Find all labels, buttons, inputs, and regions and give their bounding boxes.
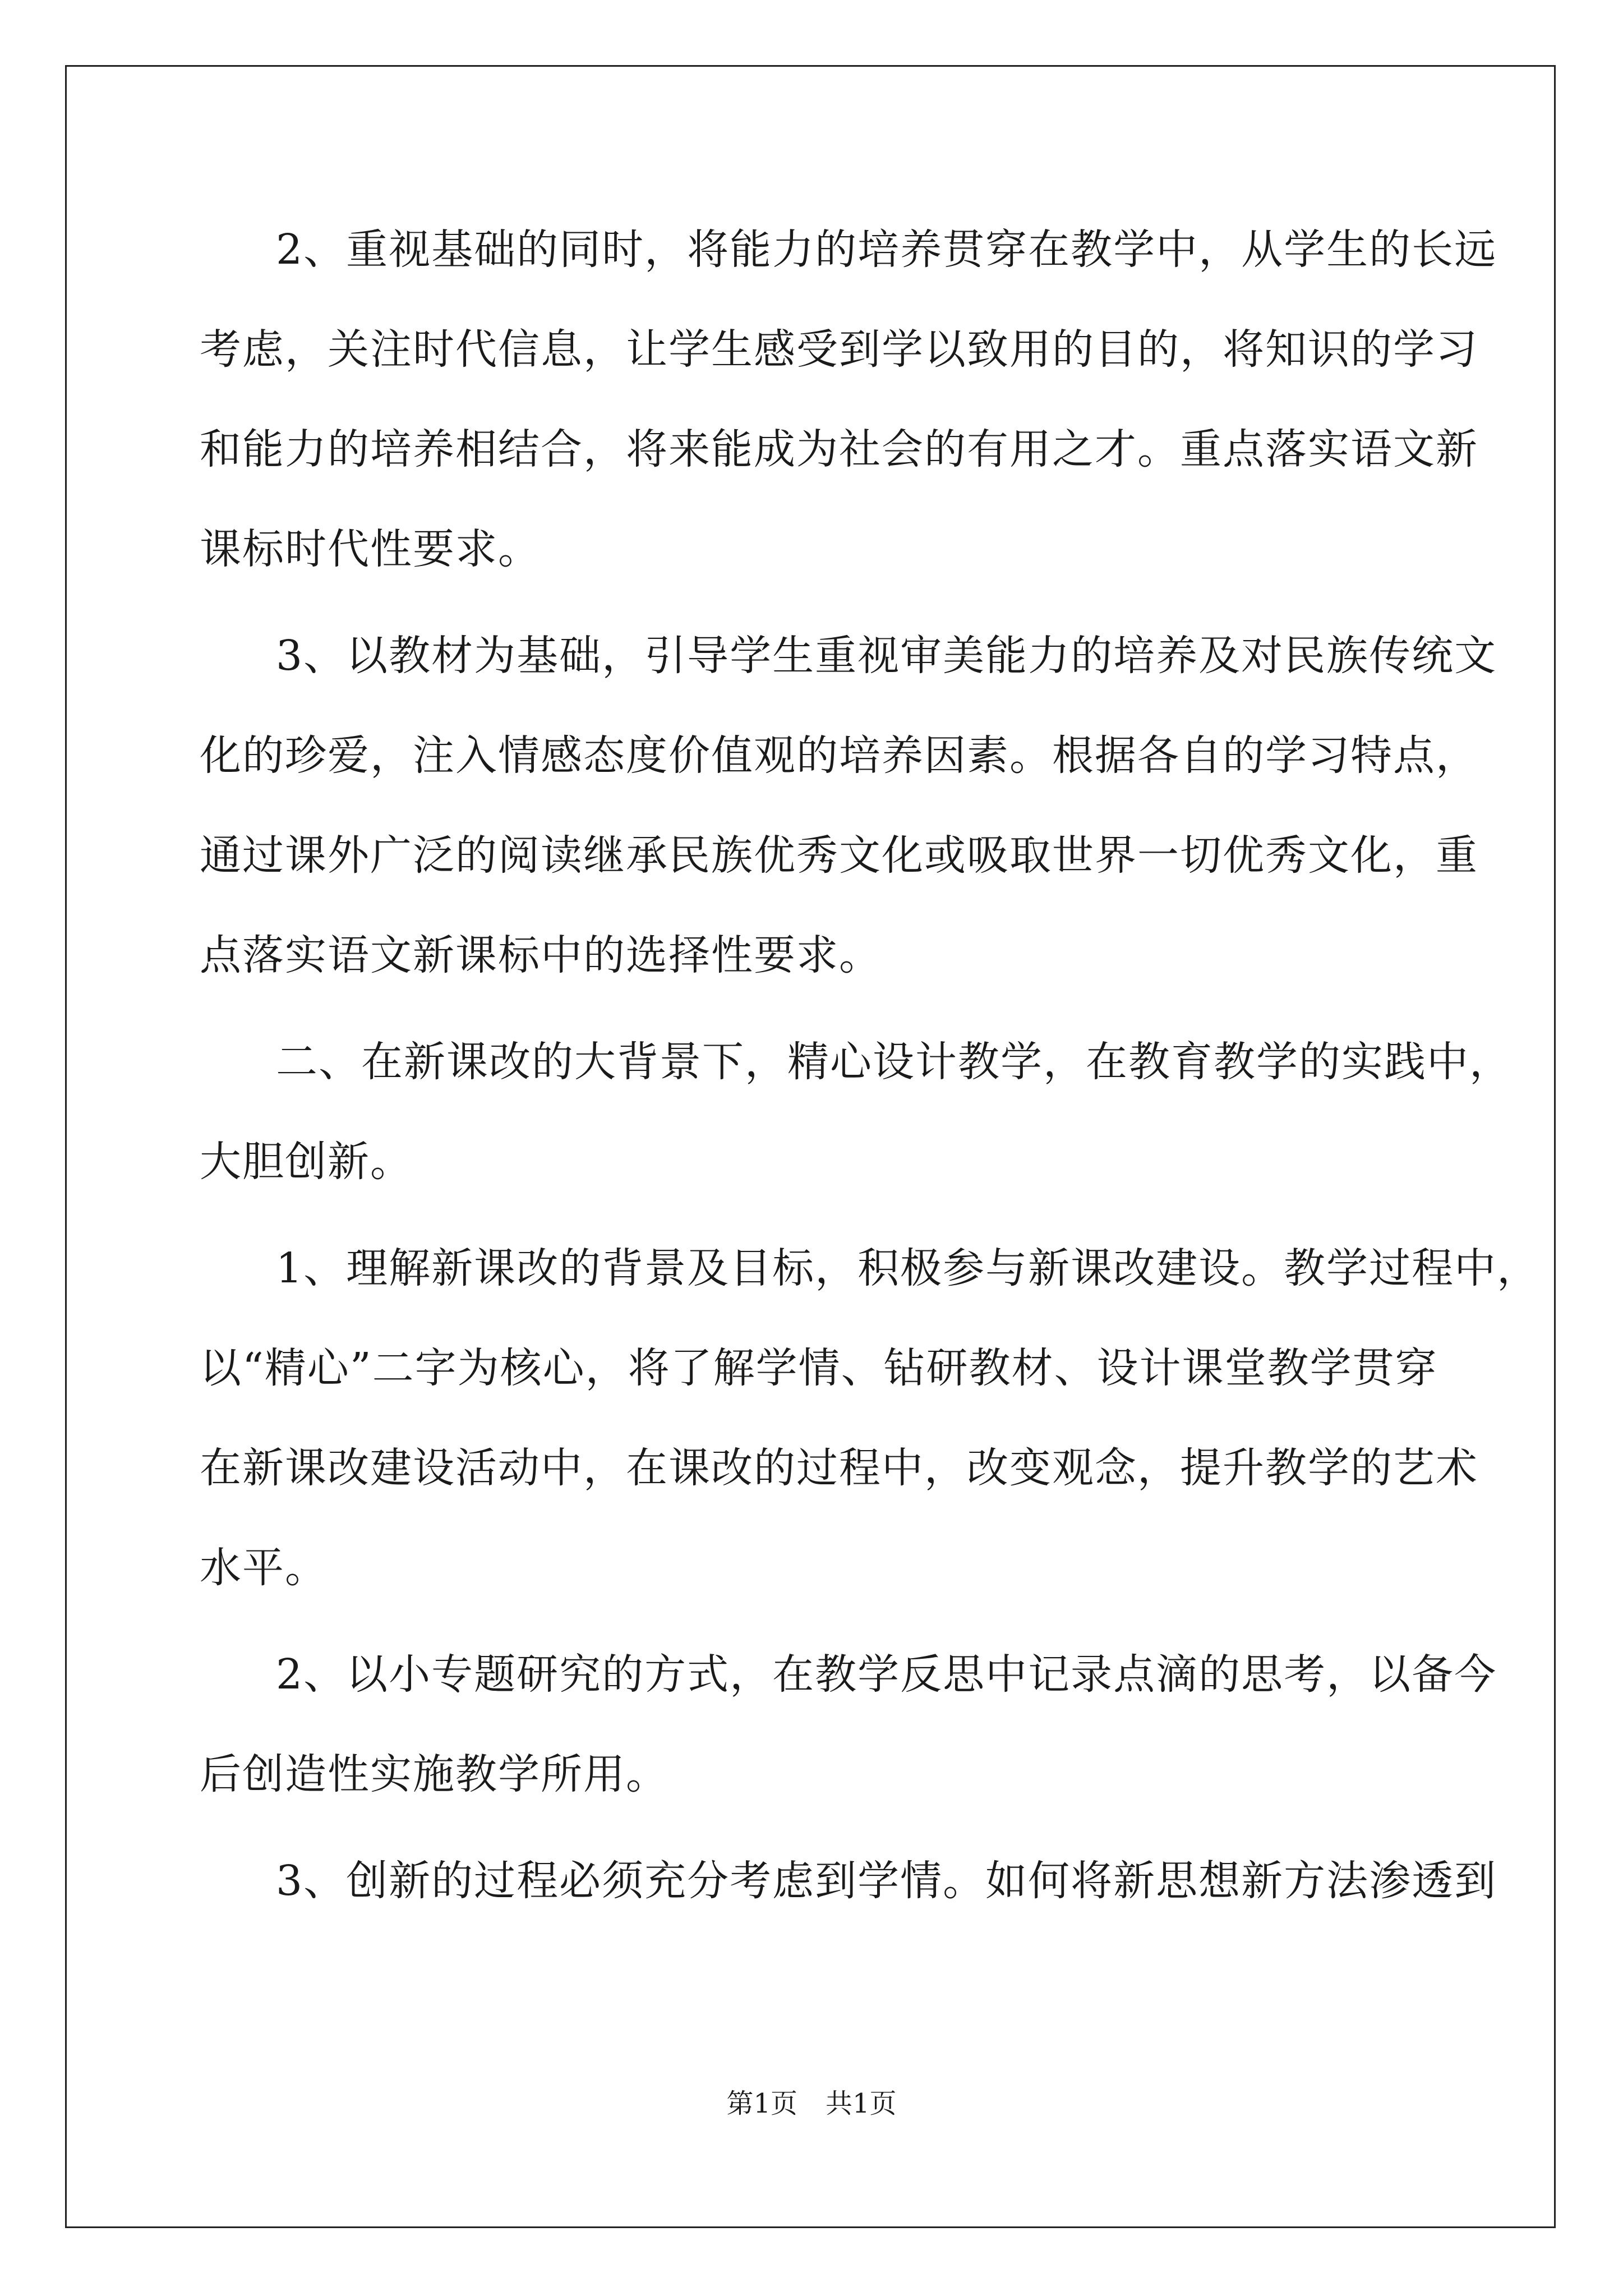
text-line: 1、理解新课改的背景及目标，积极参与新课改建设。教学过程中， [276, 1244, 1540, 1292]
text-line: 2、重视基础的同时，将能力的培养贯穿在教学中，从学生的长远 [276, 226, 1497, 274]
page-footer [0, 2087, 1623, 2120]
text-line: 3、创新的过程必须充分考虑到学情。如何将新思想新方法渗透到 [276, 1857, 1497, 1905]
text-line: 化的珍爱，注入情感态度价值观的培养因素。根据各自的学习特点， [200, 731, 1478, 780]
text-line: 考虑，关注时代信息，让学生感受到学以致用的目的，将知识的学习 [200, 325, 1478, 374]
text-line: 点落实语文新课标中的选择性要求。 [200, 931, 882, 979]
text-line: 水平。 [200, 1544, 328, 1592]
page-number: 第1页 [726, 2088, 797, 2119]
page-total: 共1页 [826, 2088, 897, 2119]
text-line: 后创造性实施教学所用。 [200, 1750, 668, 1798]
section-heading: 大胆创新。 [200, 1138, 413, 1186]
text-line: 2、以小专题研究的方式，在教学反思中记录点滴的思考，以备今 [276, 1650, 1497, 1699]
text-line: 课标时代性要求。 [200, 525, 541, 573]
text-line: 通过课外广泛的阅读继承民族优秀文化或吸取世界一切优秀文化，重 [200, 831, 1478, 880]
text-line: 和能力的培养相结合，将来能成为社会的有用之才。重点落实语文新 [200, 425, 1478, 473]
section-heading: 二、在新课改的大背景下，精心设计教学，在教育教学的实践中， [276, 1038, 1512, 1086]
text-line: 以“精心”二字为核心，将了解学情、钻研教材、设计课堂教学贯穿 [200, 1344, 1438, 1392]
text-line: 3、以教材为基础，引导学生重视审美能力的培养及对民族传统文 [276, 632, 1497, 680]
text-line: 在新课改建设活动中，在课改的过程中，改变观念，提升教学的艺术 [200, 1444, 1478, 1492]
